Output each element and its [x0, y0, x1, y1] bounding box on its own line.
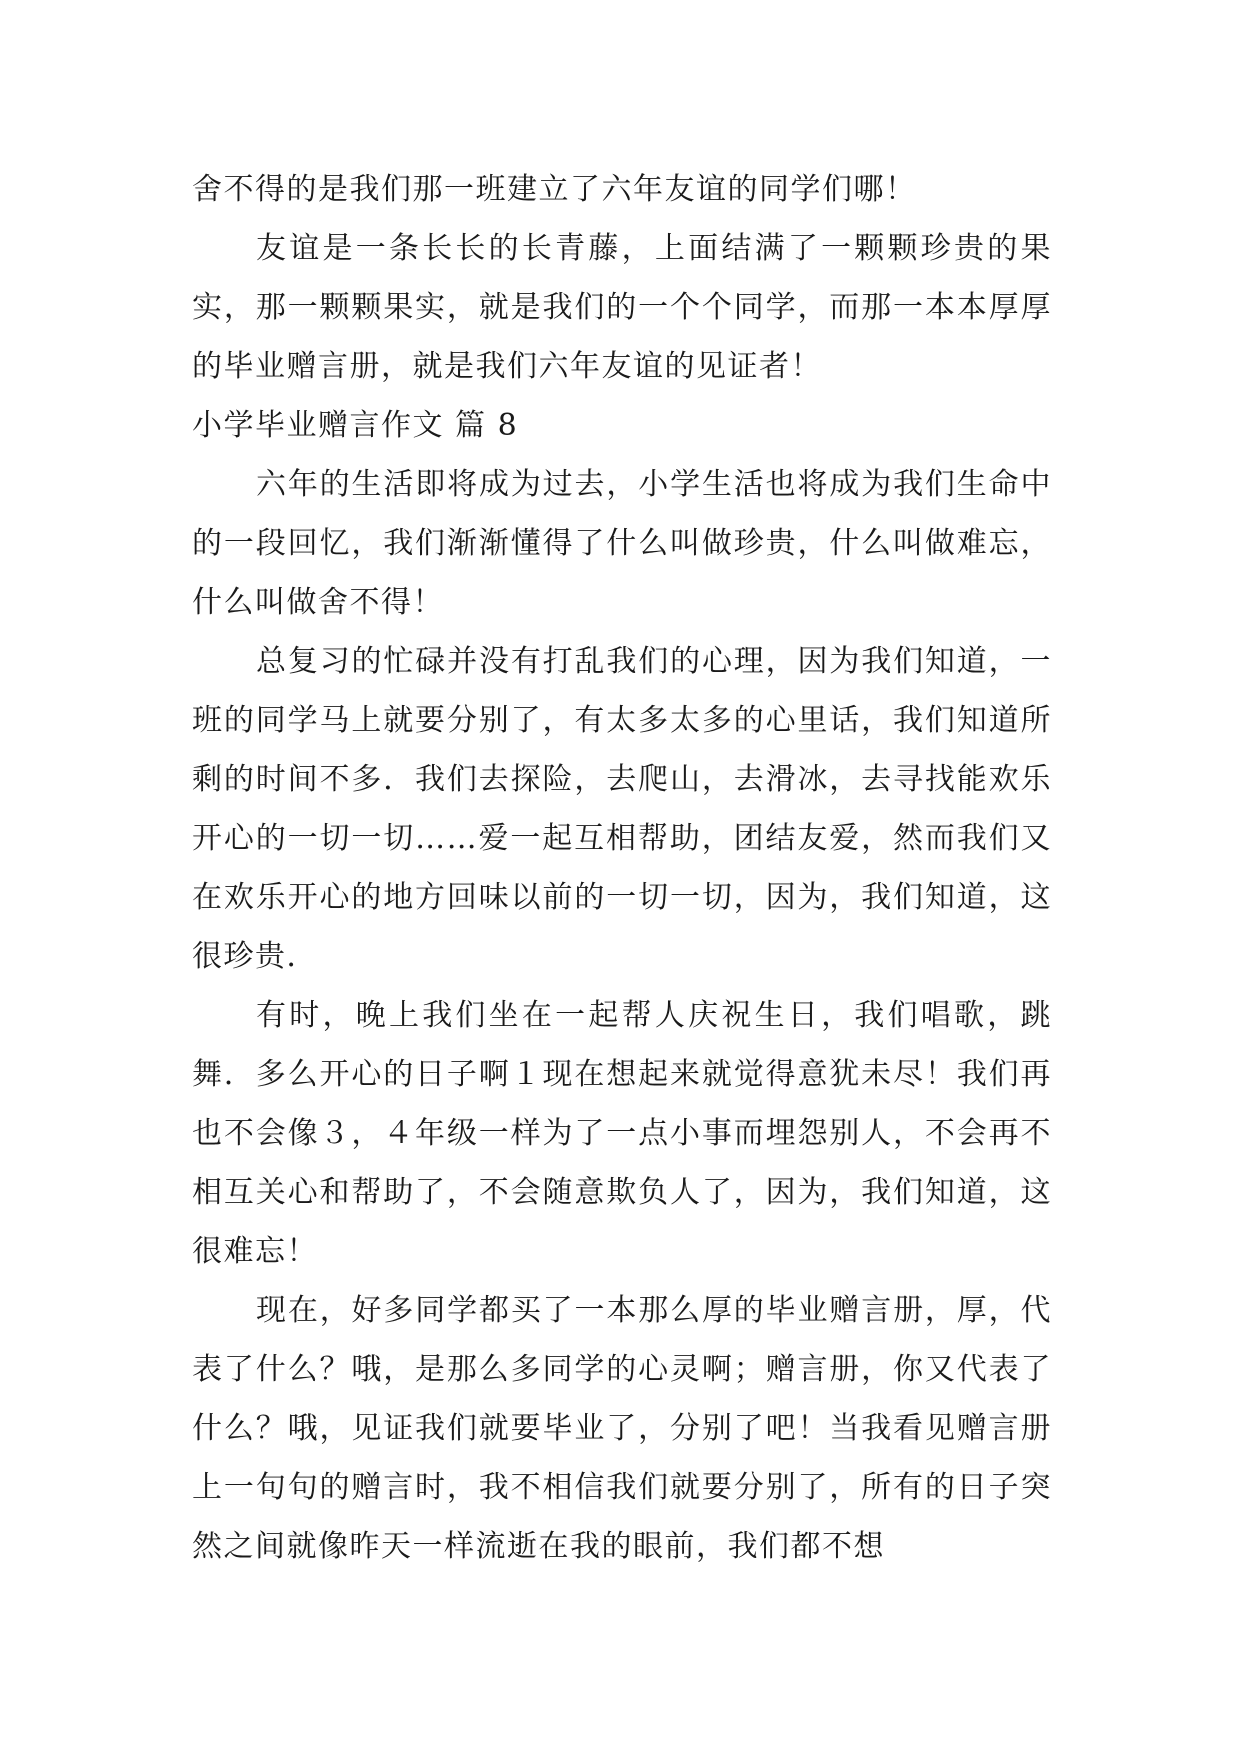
paragraph: 总复习的忙碌并没有打乱我们的心理，因为我们知道，一班的同学马上就要分别了，有太多太多的心里话，我们知道所剩的时间不多．我们去探险，去爬山，去滑冰，去寻找能欢乐开心的一切一切……爱一起互相帮助，团结友爱，然而我们又在欢乐开心的地方回味以前的一切一切，因为，我们知道，这很珍贵． [192, 644, 1052, 974]
paragraph: 六年的生活即将成为过去，小学生活也将成为我们生命中的一段回忆，我们渐渐懂得了什么叫做珍贵，什么叫做难忘，什么叫做舍不得！ [192, 467, 1052, 620]
paragraph: 现在，好多同学都买了一本那么厚的毕业赠言册，厚，代表了什么？哦，是那么多同学的心灵啊；赠言册，你又代表了什么？哦，见证我们就要毕业了，分别了吧！当我看见赠言册上一句句的赠言时，我不相信我们就要分别了，所有的日子突然之间就像昨天一样流逝在我的眼前，我们都不想 [192, 1293, 1052, 1564]
document-body [192, 160, 1052, 1576]
paragraph: 友谊是一条长长的长青藤，上面结满了一颗颗珍贵的果实，那一颗颗果实，就是我们的一个个同学，而那一本本厚厚的毕业赠言册，就是我们六年友谊的见证者！ [192, 231, 1052, 384]
paragraph: 有时，晚上我们坐在一起帮人庆祝生日，我们唱歌，跳舞．多么开心的日子啊１现在想起来就觉得意犹未尽！我们再也不会像３，４年级一样为了一点小事而埋怨别人，不会再不相互关心和帮助了，不会随意欺负人了，因为，我们知道，这很难忘！ [192, 998, 1052, 1269]
section-heading: 小学毕业赠言作文 篇 8 [192, 408, 519, 443]
paragraph: 舍不得的是我们那一班建立了六年友谊的同学们哪！ [192, 172, 917, 207]
